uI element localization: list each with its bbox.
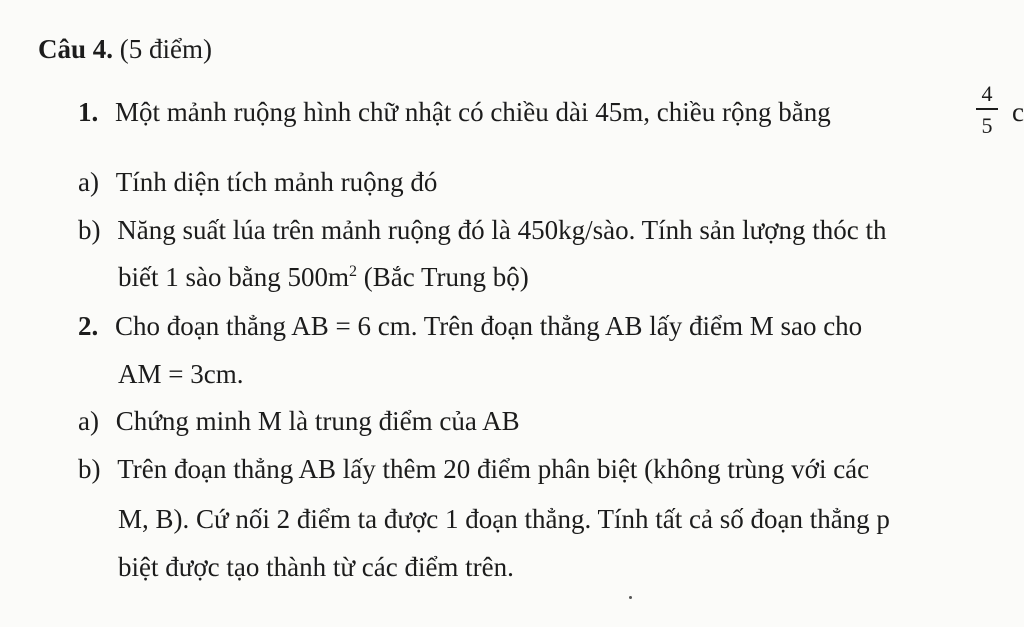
fraction-numerator: 4 [981, 81, 993, 106]
part1-b-line2 [118, 260, 529, 294]
part2-a-label: a) [78, 406, 99, 436]
fraction [975, 82, 999, 138]
question-heading [38, 32, 212, 66]
part2-statement [78, 309, 862, 343]
part1-a [78, 165, 437, 199]
part2-b-line2: M, B). Cứ nối 2 điểm ta được 1 đoạn thẳng. Tính tất cả số đoạn thẳng p [118, 504, 890, 534]
part1-b-text-2-post: (Bắc Trung bộ) [356, 262, 529, 292]
scan-speck [629, 596, 632, 599]
part1-b-superscript: 2 [348, 263, 357, 280]
part2-text: Cho đoạn thẳng AB = 6 cm. Trên đoạn thẳng AB lấy điểm M sao cho [115, 311, 863, 341]
part1-a-label: a) [78, 167, 99, 197]
question-title: Câu 4. [38, 34, 114, 64]
part1-b-text-2-pre: biết 1 sào bằng 500m [118, 262, 349, 292]
part2-b-label: b) [78, 454, 101, 484]
part2-b-text: Trên đoạn thẳng AB lấy thêm 20 điểm phân biệt (không trùng với các [117, 454, 870, 484]
part1-trailing: c [1012, 97, 1024, 127]
part2-b [78, 452, 869, 486]
part2-b-line3: biệt được tạo thành từ các điểm trên. [118, 552, 514, 582]
part2-statement-line2: AM = 3cm. [118, 359, 244, 389]
question-points: (5 điểm) [113, 34, 212, 64]
part1-b [78, 213, 887, 247]
part2-a [78, 404, 520, 438]
fraction-denominator: 5 [981, 113, 993, 138]
part1-text: Một mảnh ruộng hình chữ nhật có chiều dài 45m, chiều rộng bằng [115, 97, 831, 127]
part2-number: 2. [78, 311, 99, 341]
part2-a-text: Chứng minh M là trung điểm của AB [115, 406, 520, 436]
part1-statement [78, 95, 831, 129]
part1-b-label: b) [78, 215, 101, 245]
part1-a-text: Tính diện tích mảnh ruộng đó [115, 167, 438, 197]
fraction-bar [976, 108, 998, 110]
part1-number: 1. [78, 97, 99, 127]
part1-b-text: Năng suất lúa trên mảnh ruộng đó là 450kg/sào. Tính sản lượng thóc th [117, 215, 887, 245]
